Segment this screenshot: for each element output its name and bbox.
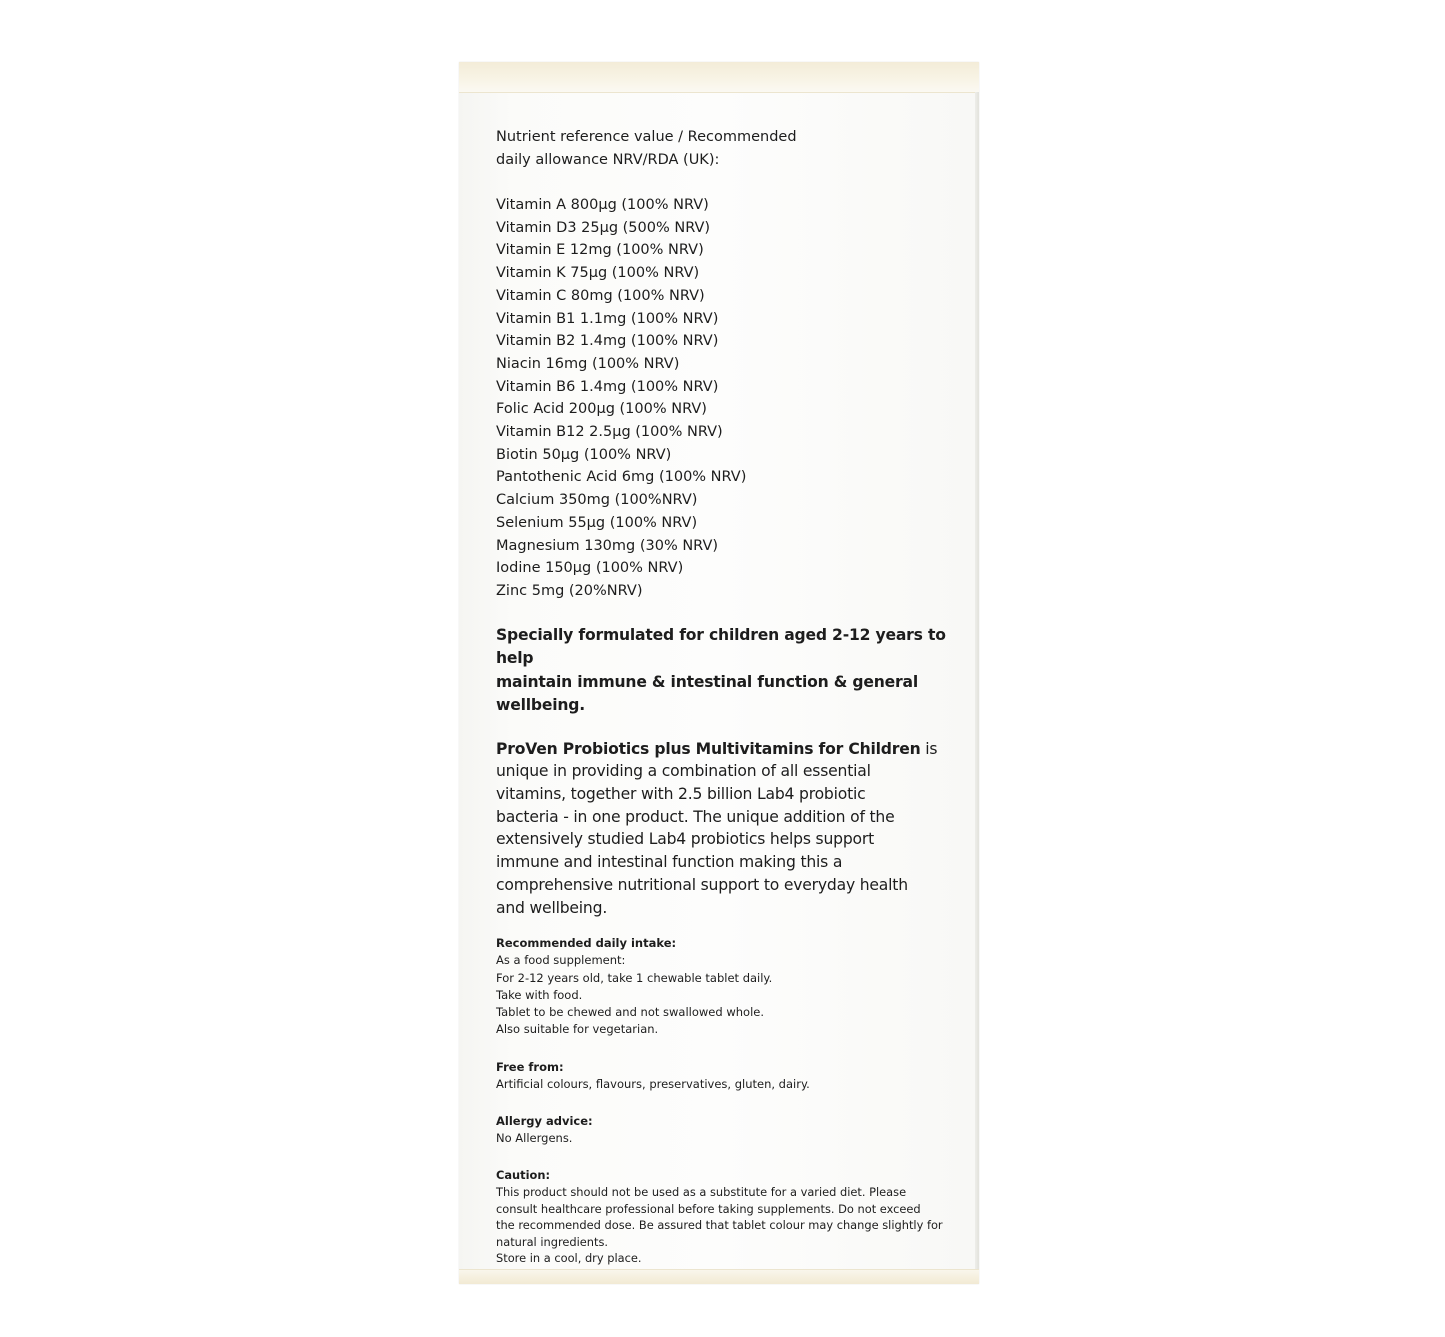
section-line: No Allergens. bbox=[496, 1131, 573, 1146]
free-from-section bbox=[496, 1059, 956, 1093]
section-line: the recommended dose. Be assured that tablet colour may change slightly for bbox=[496, 1218, 943, 1233]
nutrient-item: Selenium 55µg (100% NRV) bbox=[496, 514, 698, 531]
description-line: vitamins, together with 2.5 billion Lab4 probiotic bbox=[496, 785, 866, 804]
section-heading: Recommended daily intake: bbox=[496, 936, 677, 951]
nutrient-item: Vitamin D3 25µg (500% NRV) bbox=[496, 219, 711, 236]
section-heading: Free from: bbox=[496, 1059, 564, 1074]
section-line: For 2-12 years old, take 1 chewable tablet daily. bbox=[496, 970, 773, 985]
allergy-section bbox=[496, 1113, 956, 1147]
section-line: Take with food. bbox=[496, 987, 583, 1002]
nutrient-item: Vitamin B2 1.4mg (100% NRV) bbox=[496, 333, 719, 350]
description-text: is bbox=[920, 739, 938, 758]
section-line: natural ingredients. bbox=[496, 1234, 609, 1249]
product-box-side-panel bbox=[459, 62, 979, 1284]
section-line: As a food supplement: bbox=[496, 953, 626, 968]
claim-line: Specially formulated for children aged 2-12 years to help bbox=[496, 625, 946, 668]
description-line: bacteria - in one product. The unique addition of the bbox=[496, 807, 895, 826]
nutrient-item: Vitamin B6 1.4mg (100% NRV) bbox=[496, 378, 719, 395]
nutrient-item: Vitamin A 800µg (100% NRV) bbox=[496, 197, 709, 213]
nutrient-item: Magnesium 130mg (30% NRV) bbox=[496, 537, 719, 554]
nutrient-list bbox=[496, 194, 956, 603]
claim-line: wellbeing. bbox=[496, 696, 585, 715]
section-line: Store in a cool, dry place. bbox=[496, 1251, 642, 1266]
nrv-intro-line: daily allowance NRV/RDA (UK): bbox=[496, 151, 720, 168]
section-heading: Caution: bbox=[496, 1168, 550, 1183]
section-line: This product should not be used as a substitute for a varied diet. Please bbox=[496, 1184, 907, 1199]
claim-line: maintain immune & intestinal function & general bbox=[496, 672, 918, 691]
label-content bbox=[496, 126, 956, 1267]
section-line: Artificial colours, flavours, preservatives, gluten, dairy. bbox=[496, 1076, 810, 1091]
nrv-intro-line: Nutrient reference value / Recommended bbox=[496, 129, 797, 145]
product-name: ProVen Probiotics plus Multivitamins for Children bbox=[496, 739, 921, 758]
section-line: consult healthcare professional before taking supplements. Do not exceed bbox=[496, 1201, 921, 1216]
formulation-claim bbox=[496, 624, 956, 718]
nutrient-item: Folic Acid 200µg (100% NRV) bbox=[496, 401, 707, 418]
nutrient-item: Biotin 50µg (100% NRV) bbox=[496, 446, 672, 463]
box-top-flap bbox=[459, 62, 979, 93]
caution-section bbox=[496, 1167, 956, 1267]
nutrient-item: Iodine 150µg (100% NRV) bbox=[496, 560, 684, 577]
nutrient-item: Vitamin B1 1.1mg (100% NRV) bbox=[496, 310, 719, 327]
nutrient-item: Vitamin E 12mg (100% NRV) bbox=[496, 242, 704, 259]
description-line: comprehensive nutritional support to everyday health bbox=[496, 875, 908, 894]
section-heading: Allergy advice: bbox=[496, 1113, 593, 1128]
description-line: and wellbeing. bbox=[496, 898, 608, 917]
nutrient-item: Vitamin K 75µg (100% NRV) bbox=[496, 265, 700, 282]
nutrient-item: Vitamin B12 2.5µg (100% NRV) bbox=[496, 424, 723, 441]
daily-intake-section bbox=[496, 935, 956, 1038]
box-bottom-flap bbox=[459, 1269, 979, 1284]
section-line: Also suitable for vegetarian. bbox=[496, 1022, 659, 1037]
nutrient-item: Calcium 350mg (100%NRV) bbox=[496, 492, 698, 509]
section-line: Tablet to be chewed and not swallowed whole. bbox=[496, 1005, 764, 1020]
box-right-edge bbox=[975, 92, 979, 1270]
description-line: immune and intestinal function making this a bbox=[496, 853, 843, 872]
description-line: unique in providing a combination of all essential bbox=[496, 762, 871, 781]
description-line: extensively studied Lab4 probiotics helps support bbox=[496, 830, 874, 849]
nutrient-item: Zinc 5mg (20%NRV) bbox=[496, 582, 643, 599]
nutrient-item: Pantothenic Acid 6mg (100% NRV) bbox=[496, 469, 747, 486]
product-description bbox=[496, 738, 956, 920]
nutrient-item: Niacin 16mg (100% NRV) bbox=[496, 355, 680, 372]
nrv-intro bbox=[496, 126, 956, 171]
nutrient-item: Vitamin C 80mg (100% NRV) bbox=[496, 287, 705, 304]
